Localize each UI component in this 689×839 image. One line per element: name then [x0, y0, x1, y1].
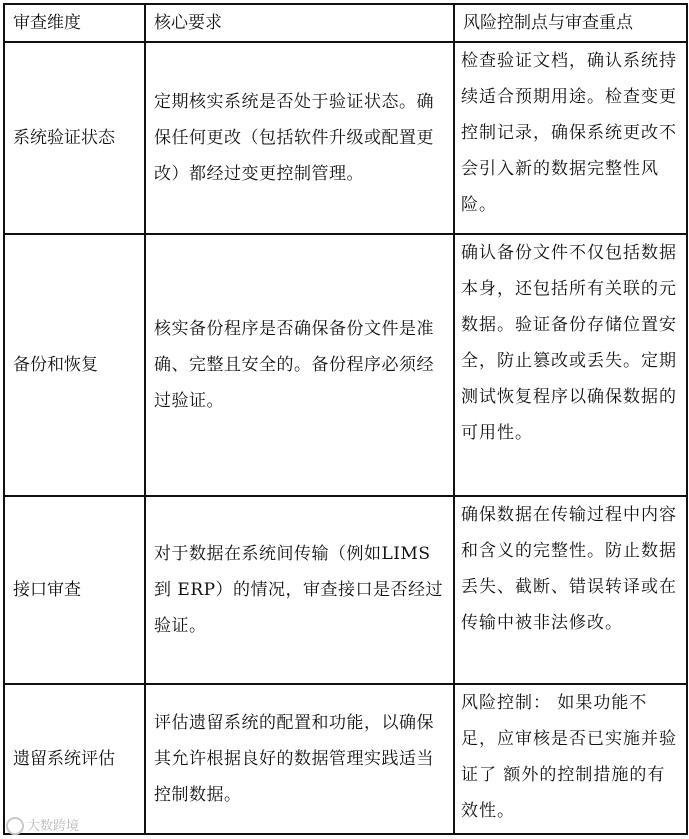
dimension-cell: 遗留系统评估: [4, 684, 145, 834]
risk-cell: 检查验证文档，确认系统持续适合预期用途。检查变更控制记录，确保系统更改不会引入新的数据完整性风险。: [454, 42, 687, 234]
header-dimension: 审查维度: [4, 4, 145, 42]
table-row: [4, 234, 687, 496]
watermark-text: 大数跨境: [27, 818, 80, 834]
risk-cell: 确认备份文件不仅包括数据本身，还包括所有关联的元数据。验证备份存储位置安全，防止篡改或丢失。定期测试恢复程序以确保数据的可用性。: [454, 234, 687, 496]
watermark-logo-icon: [6, 817, 24, 835]
table-row: [4, 496, 687, 684]
requirement-cell: 对于数据在系统间传输（例如LIMS 到 ERP）的情况，审查接口是否经过验证。: [145, 496, 454, 684]
table-row: [4, 684, 687, 834]
table-row: [4, 42, 687, 234]
dimension-cell: 接口审查: [4, 496, 145, 684]
requirement-cell: 核实备份程序是否确保备份文件是准确、完整且安全的。备份程序必须经过验证。: [145, 234, 454, 496]
header-requirement: 核心要求: [145, 4, 454, 42]
header-risk: 风险控制点与审查重点: [454, 4, 687, 42]
dimension-cell: 系统验证状态: [4, 42, 145, 234]
risk-cell: 风险控制： 如果功能不足，应审核是否已实施并验证了 额外的控制措施的有效性。: [454, 684, 687, 834]
review-table: [3, 3, 688, 835]
dimension-cell: 备份和恢复: [4, 234, 145, 496]
risk-cell: 确保数据在传输过程中内容和含义的完整性。防止数据丢失、截断、错误转译或在传输中被非法修改。: [454, 496, 687, 684]
header-row: [4, 4, 687, 42]
requirement-cell: 定期核实系统是否处于验证状态。确保任何更改（包括软件升级或配置更改）都经过变更控制管理。: [145, 42, 454, 234]
requirement-cell: 评估遗留系统的配置和功能，以确保其允许根据良好的数据管理实践适当控制数据。: [145, 684, 454, 834]
watermark: [6, 815, 79, 836]
